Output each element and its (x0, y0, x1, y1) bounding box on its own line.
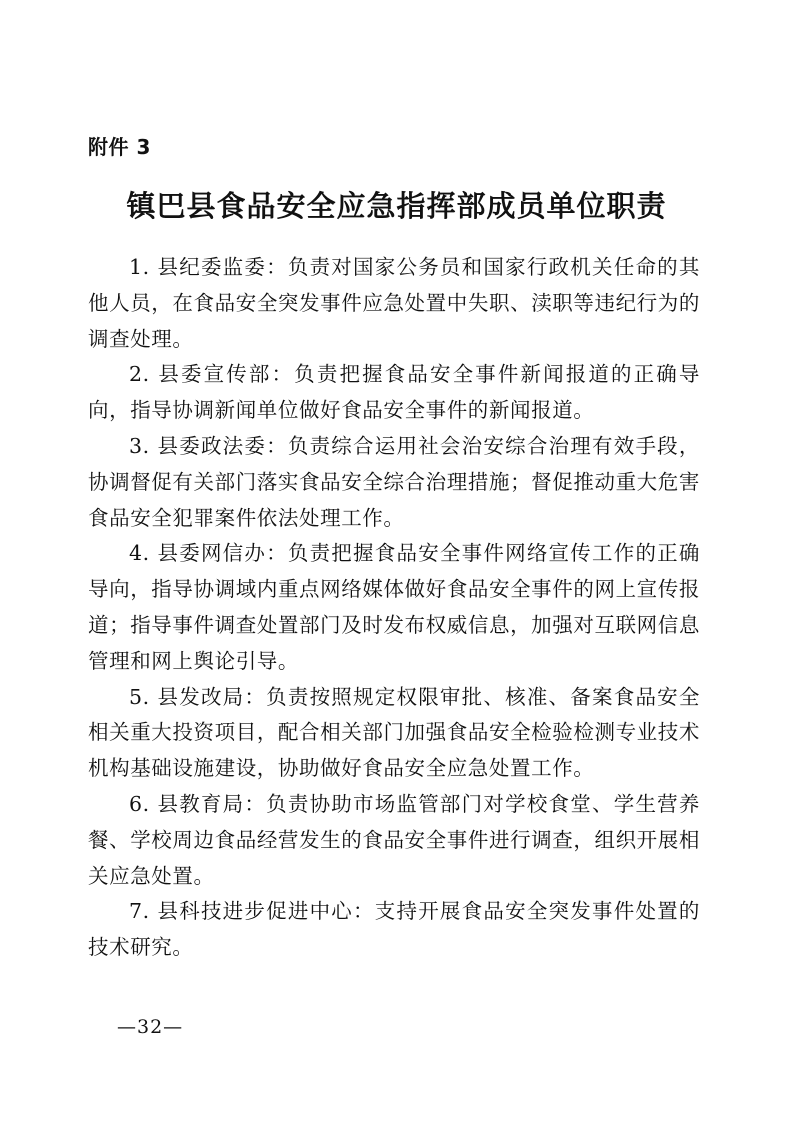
paragraph-6: 6. 县教育局：负责协助市场监管部门对学校食堂、学生营养餐、学校周边食品经营发生的食品安全事件进行调查，组织开展相关应急处置。 (88, 791, 700, 888)
paragraph-1: 1. 县纪委监委：负责对国家公务员和国家行政机关任命的其他人员，在食品安全突发事件应急处置中失职、渎职等违纪行为的调查处理。 (88, 255, 700, 351)
page-number: —32— (117, 1016, 184, 1038)
paragraph-4: 4. 县委网信办：负责把握食品安全事件网络宣传工作的正确导向，指导协调域内重点网络媒体做好食品安全事件的网上宣传报道；指导事件调查处置部门及时发布权威信息，加强对互联网信息管理和网上舆论引导。 (88, 541, 700, 673)
document-body (88, 250, 700, 966)
document-title: 镇巴县食品安全应急指挥部成员单位职责 (126, 189, 667, 223)
paragraph-5: 5. 县发改局：负责按照规定权限审批、核准、备案食品安全相关重大投资项目，配合相关部门加强食品安全检验检测专业技术机构基础设施建设，协助做好食品安全应急处置工作。 (88, 684, 700, 781)
paragraph-2: 2. 县委宣传部：负责把握食品安全事件新闻报道的正确导向，指导协调新闻单位做好食品安全事件的新闻报道。 (88, 362, 700, 423)
attachment-label: 附件 3 (88, 135, 151, 159)
paragraph-7: 7. 县科技进步促进中心：支持开展食品安全突发事件处置的技术研究。 (88, 899, 700, 960)
paragraph-3: 3. 县委政法委：负责综合运用社会治安综合治理有效手段，协调督促有关部门落实食品安全综合治理措施；督促推动重大危害食品安全犯罪案件依法处理工作。 (88, 433, 700, 530)
